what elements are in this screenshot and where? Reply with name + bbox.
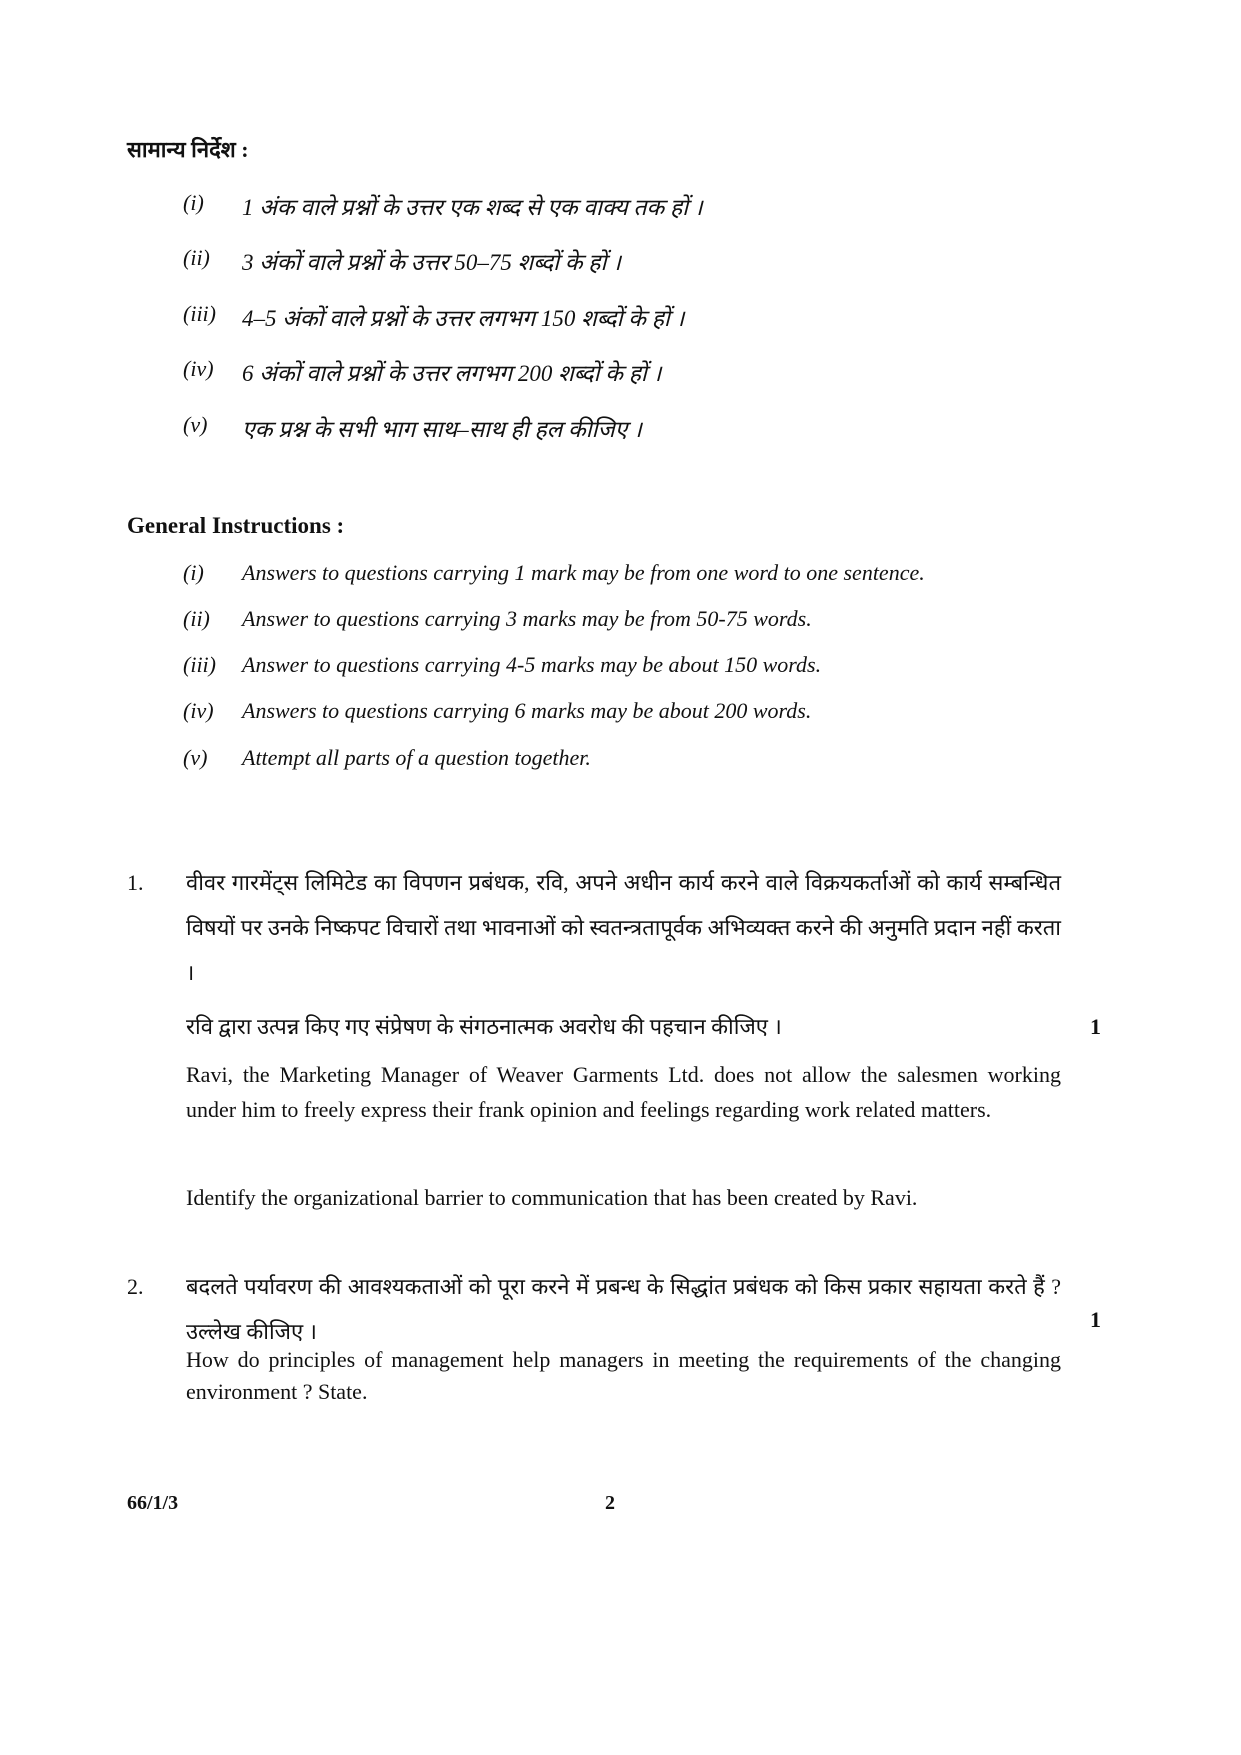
instruction-number: (ii): [183, 245, 210, 270]
question-1-number: 1.: [127, 870, 144, 895]
english-instruction-4: [0, 698, 1000, 732]
hindi-instruction-3: [0, 301, 1000, 335]
instruction-text: Answers to questions carrying 1 mark may be from one word to one sentence.: [242, 560, 925, 585]
question-1-hindi-text: वीवर गारमेंट्स लिमिटेड का विपणन प्रबंधक, रवि, अपने अधीन कार्य करने वाले विक्रयकर्ताओं को कार्य सम्बन्धित विषयों पर उनके निष्कपट विचारों तथा भावनाओं को स्वतन्त्रतापूर्वक अभिव्यक्त करने की अनुमति प्रदान नहीं करता ।: [186, 870, 1061, 985]
question-1-marks: 1: [1090, 1014, 1101, 1039]
instruction-text: 4–5 अंकों वाले प्रश्नों के उत्तर लगभग 150 शब्दों के हों ।: [242, 306, 685, 331]
instruction-text: Answers to questions carrying 6 marks may be about 200 words.: [242, 698, 812, 723]
instruction-number: (iv): [183, 698, 214, 723]
hindi-instruction-2: [0, 245, 1000, 279]
general-instructions-heading: General Instructions :: [127, 513, 345, 538]
english-instruction-5: [0, 745, 1000, 779]
instruction-number: (iii): [183, 301, 216, 326]
instruction-number: (v): [183, 745, 208, 770]
question-2-english-text: How do principles of management help managers in meeting the requirements of the changing environment ? State.: [186, 1347, 1061, 1404]
paper-code: 66/1/3: [127, 1492, 179, 1514]
instruction-text: Answer to questions carrying 4-5 marks may be about 150 words.: [242, 652, 822, 677]
instruction-number: (iii): [183, 652, 216, 677]
instruction-text: एक प्रश्न के सभी भाग साथ–साथ ही हल कीजिए ।: [242, 417, 642, 442]
page-number: 2: [605, 1492, 615, 1514]
question-2-number: 2.: [127, 1274, 144, 1299]
question-2-hindi-text: बदलते पर्यावरण की आवश्यकताओं को पूरा करने में प्रबन्ध के सिद्धांत प्रबंधक को किस प्रकार सहायता करते हैं ? उल्लेख कीजिए ।: [186, 1274, 1061, 1344]
instruction-text: 3 अंकों वाले प्रश्नों के उत्तर 50–75 शब्दों के हों ।: [242, 250, 621, 275]
question-1-hindi-question: रवि द्वारा उत्पन्न किए गए संप्रेषण के संगठनात्मक अवरोध की पहचान कीजिए ।: [186, 1014, 782, 1039]
instruction-number: (i): [183, 560, 204, 585]
hindi-instruction-1: [0, 190, 1000, 224]
question-2-marks: 1: [1090, 1307, 1101, 1332]
instruction-text: 6 अंकों वाले प्रश्नों के उत्तर लगभग 200 शब्दों के हों ।: [242, 361, 662, 386]
instruction-text: Attempt all parts of a question together.: [242, 745, 591, 770]
english-instruction-1: [0, 560, 1000, 594]
instruction-number: (v): [183, 412, 208, 437]
instruction-text: Answer to questions carrying 3 marks may be from 50-75 words.: [242, 606, 812, 631]
instruction-number: (iv): [183, 356, 214, 381]
english-instruction-3: [0, 652, 1000, 686]
question-1-english-text: Ravi, the Marketing Manager of Weaver Garments Ltd. does not allow the salesmen working under him to freely express their frank opinion and feelings regarding work related matters.: [186, 1062, 1061, 1122]
hindi-instruction-5: [0, 412, 1000, 446]
instruction-number: (ii): [183, 606, 210, 631]
hindi-instruction-4: [0, 356, 1000, 390]
question-1-english-question: Identify the organizational barrier to communication that has been created by Ravi.: [186, 1185, 918, 1210]
hindi-instructions-heading: सामान्य निर्देश :: [127, 137, 249, 162]
instruction-text: 1 अंक वाले प्रश्नों के उत्तर एक शब्द से एक वाक्य तक हों ।: [242, 195, 703, 220]
english-instruction-2: [0, 606, 1000, 640]
instruction-number: (i): [183, 190, 204, 215]
